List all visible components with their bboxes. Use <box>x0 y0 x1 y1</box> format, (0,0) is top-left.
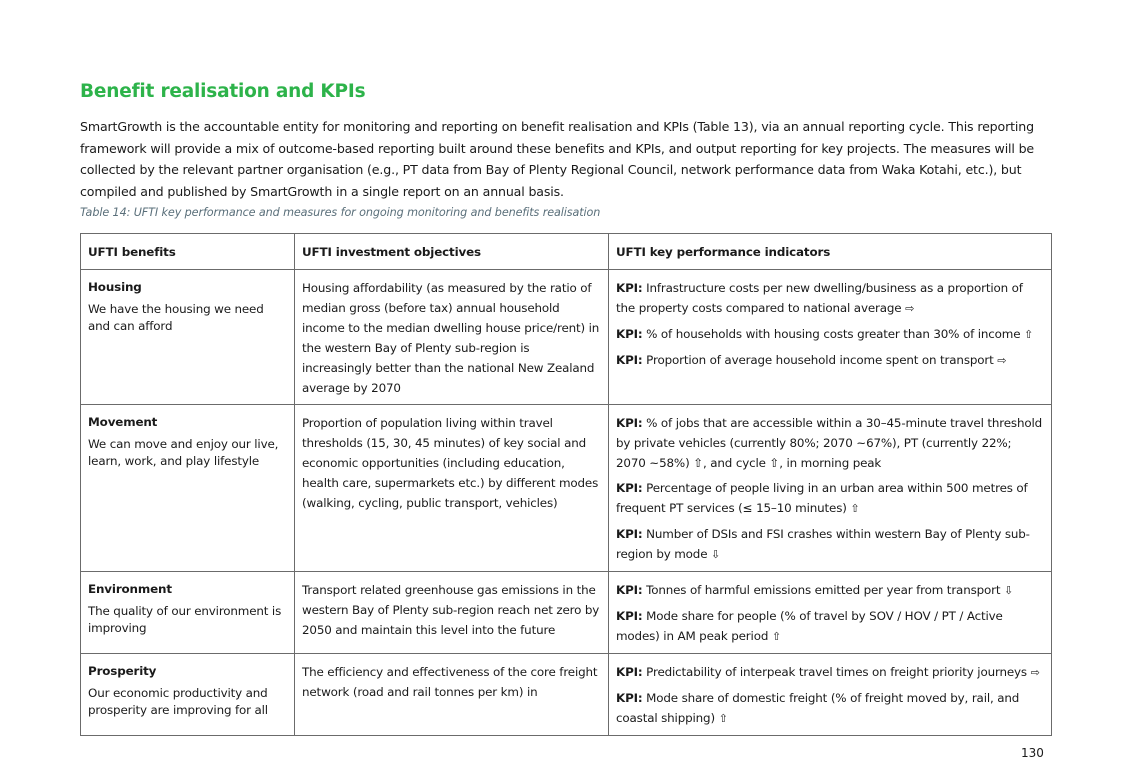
trend-arrow-icon: ⇨ <box>1030 666 1040 679</box>
header-benefits: UFTI benefits <box>81 234 295 270</box>
kpi-label: KPI: <box>616 327 643 341</box>
page-content <box>80 80 1050 736</box>
benefit-description: We have the housing we need and can afford <box>88 302 264 333</box>
trend-arrow-icon: ⇧ <box>771 630 781 643</box>
kpi-text: Number of DSIs and FSI crashes within western Bay of Plenty sub-region by mode <box>616 527 1030 561</box>
page-number: 130 <box>1021 746 1044 760</box>
kpi-cell <box>609 654 1052 736</box>
benefit-name: Prosperity <box>88 664 157 678</box>
trend-arrow-icon: ⇨ <box>905 302 915 315</box>
kpi-item <box>616 413 1044 473</box>
trend-arrow-icon: ⇧ <box>850 502 860 515</box>
objective-cell: Housing affordability (as measured by the ratio of median gross (before tax) annual household income to the median dwelling house price/rent) in the western Bay of Plenty sub-region is increasingly better than the national New Zealand average by 2070 <box>295 270 609 405</box>
kpi-item <box>616 278 1044 319</box>
intro-paragraph: SmartGrowth is the accountable entity for monitoring and reporting on benefit realisation and KPIs (Table 13), via an annual reporting cycle. This reporting framework will provide a mix of outcome-based reporting built around these benefits and KPIs, and output reporting for key projects. The measures will be collected by the relevant partner organisation (e.g., PT data from Bay of Plenty Regional Council, network performance data from Waka Kotahi, etc.), but compiled and published by SmartGrowth in a single report on an annual basis. <box>80 119 1035 199</box>
benefit-cell <box>81 405 295 572</box>
kpi-cell <box>609 405 1052 572</box>
objective-cell: Transport related greenhouse gas emissions in the western Bay of Plenty sub-region reach net zero by 2050 and maintain this level into the future <box>295 572 609 654</box>
kpi-text: % of jobs that are accessible within a 30–45-minute travel threshold by private vehicles (currently 80%; 2070 ~67%), PT (currently 22%; 2070 ~58%) ⇧, and cycle ⇧, in morning peak <box>616 416 1043 470</box>
table-header-row <box>81 234 1052 270</box>
table-row <box>81 654 1052 736</box>
benefit-name: Housing <box>88 280 142 294</box>
kpi-item <box>616 662 1044 683</box>
section-heading: Benefit realisation and KPIs <box>80 81 366 102</box>
table-caption: Table 14: UFTI key performance and measures for ongoing monitoring and benefits realisation <box>80 206 601 219</box>
header-kpis: UFTI key performance indicators <box>609 234 1052 270</box>
benefit-cell <box>81 654 295 736</box>
table-row <box>81 572 1052 654</box>
benefit-description: We can move and enjoy our live, learn, work, and play lifestyle <box>88 437 279 468</box>
kpi-item <box>616 324 1044 345</box>
kpi-item <box>616 350 1044 371</box>
kpi-text: Mode share for people (% of travel by SOV / HOV / PT / Active modes) in AM peak period <box>616 609 1003 643</box>
trend-arrow-icon: ⇩ <box>1004 584 1014 597</box>
objective-cell: Proportion of population living within travel thresholds (15, 30, 45 minutes) of key social and economic opportunities (including education, health care, supermarkets etc.) by different modes (walking, cycling, public transport, vehicles) <box>295 405 609 572</box>
kpi-label: KPI: <box>616 416 643 430</box>
benefit-name: Environment <box>88 582 172 596</box>
benefit-description: Our economic productivity and prosperity are improving for all <box>88 686 268 717</box>
kpi-label: KPI: <box>616 609 643 623</box>
kpi-text: Predictability of interpeak travel times on freight priority journeys <box>646 665 1027 679</box>
kpi-text: Proportion of average household income spent on transport <box>646 353 994 367</box>
kpi-label: KPI: <box>616 691 643 705</box>
kpi-text: Infrastructure costs per new dwelling/business as a proportion of the property costs compared to national average <box>616 281 1023 315</box>
kpi-text: Tonnes of harmful emissions emitted per year from transport <box>646 583 1001 597</box>
kpi-table <box>80 233 1052 736</box>
trend-arrow-icon: ⇨ <box>997 354 1007 367</box>
objective-cell: The efficiency and effectiveness of the core freight network (road and rail tonnes per km) in <box>295 654 609 736</box>
kpi-text: % of households with housing costs greater than 30% of income <box>646 327 1021 341</box>
kpi-item <box>616 580 1044 601</box>
table-row <box>81 405 1052 572</box>
kpi-label: KPI: <box>616 481 643 495</box>
trend-arrow-icon: ⇧ <box>1024 328 1034 341</box>
kpi-cell <box>609 270 1052 405</box>
kpi-text: Mode share of domestic freight (% of freight moved by, rail, and coastal shipping) <box>616 691 1020 725</box>
benefit-cell <box>81 270 295 405</box>
kpi-label: KPI: <box>616 281 643 295</box>
benefit-name: Movement <box>88 415 158 429</box>
header-objectives: UFTI investment objectives <box>295 234 609 270</box>
kpi-item <box>616 606 1044 647</box>
kpi-text: Percentage of people living in an urban area within 500 metres of frequent PT services (≤ 15–10 minutes) <box>616 481 1028 515</box>
benefit-description: The quality of our environment is improving <box>88 604 282 635</box>
kpi-item <box>616 688 1044 729</box>
table-row <box>81 270 1052 405</box>
table-body <box>81 270 1052 736</box>
trend-arrow-icon: ⇧ <box>718 712 728 725</box>
kpi-label: KPI: <box>616 353 643 367</box>
trend-arrow-icon: ⇩ <box>711 548 721 561</box>
kpi-item <box>616 524 1044 565</box>
kpi-label: KPI: <box>616 665 643 679</box>
benefit-cell <box>81 572 295 654</box>
kpi-cell <box>609 572 1052 654</box>
kpi-item <box>616 478 1044 519</box>
kpi-label: KPI: <box>616 583 643 597</box>
kpi-label: KPI: <box>616 527 643 541</box>
